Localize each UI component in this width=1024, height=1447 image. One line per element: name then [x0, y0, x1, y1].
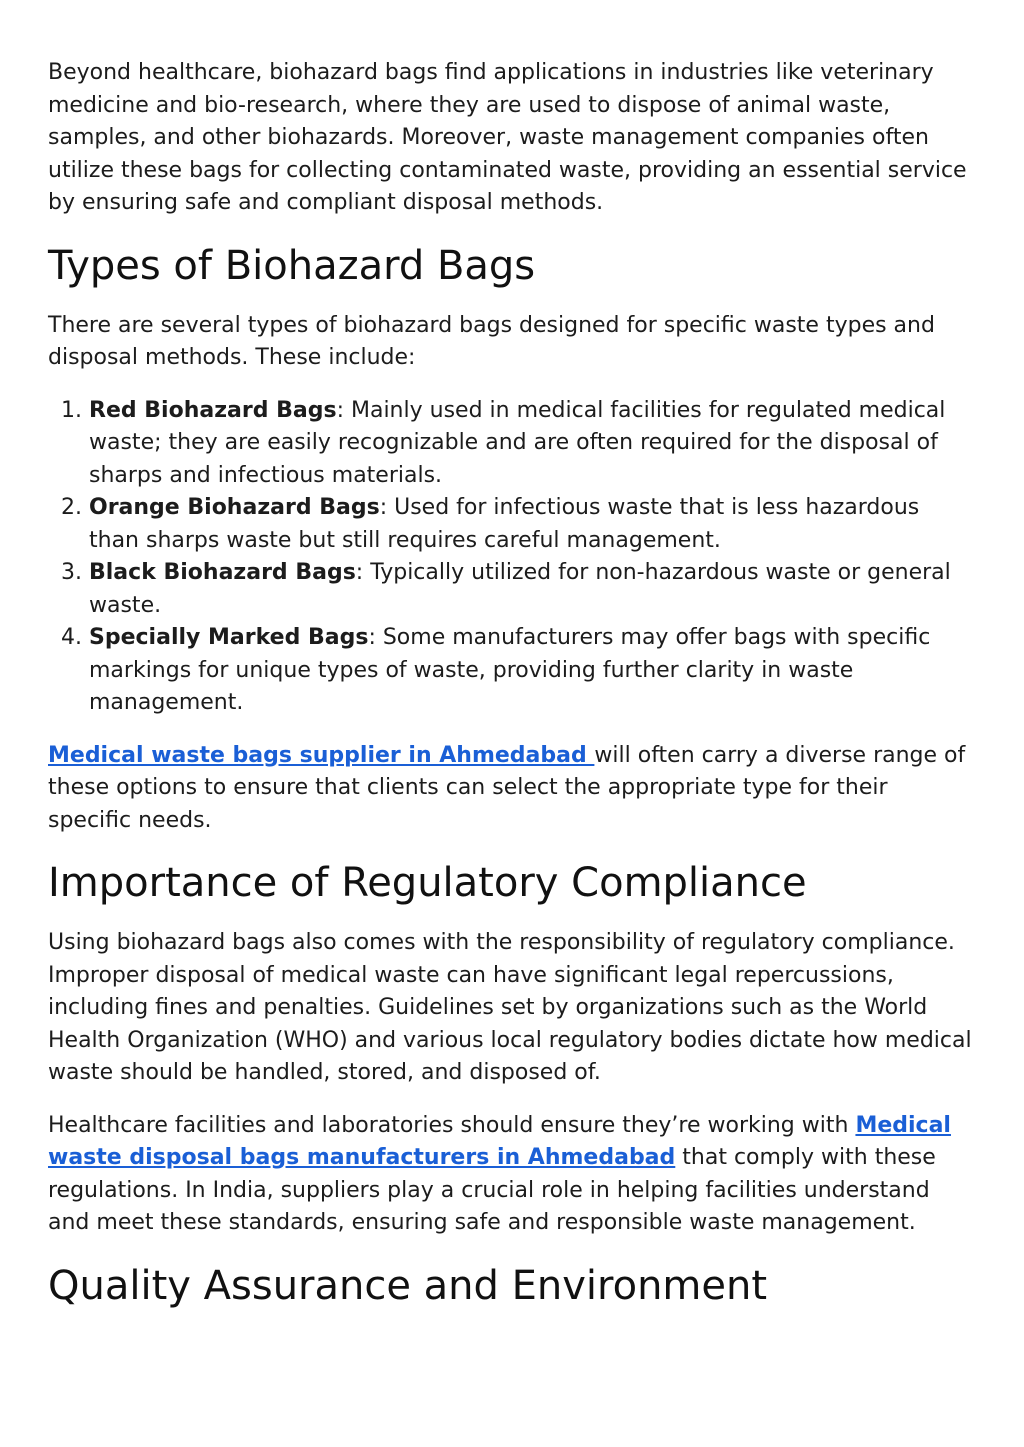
supplier-link[interactable]: Medical waste bags supplier in Ahmedabad — [48, 742, 595, 768]
list-item-text: : Typically utilized for non-hazardous waste or general waste. — [89, 560, 951, 618]
list-item-label: Red Biohazard Bags — [89, 397, 337, 423]
list-item-label: Orange Biohazard Bags — [89, 495, 380, 520]
list-item-red-bags — [89, 395, 976, 493]
quality-heading: Quality Assurance and Environment — [48, 1262, 768, 1309]
list-item-text: : Used for infectious waste that is less hazardous than sharps waste but still requires careful management. — [89, 495, 920, 553]
compliance-text-before: Healthcare facilities and laboratories should ensure they’re working with — [48, 1112, 856, 1138]
manufacturers-link[interactable]: Medical waste disposal bags manufacturers in Ahmedabad — [48, 1112, 951, 1170]
compliance-paragraph-1: Using biohazard bags also comes with the responsibility of regulatory compliance. Improper disposal of medical waste can have significant legal repercussions, including fines and penalties. Guidelines set by organizations such as the World Health Organization (WHO) and various local regulatory bodies dictate how medical waste should be handled, stored, and disposed of. — [48, 930, 972, 1085]
list-item-label: Specially Marked Bags — [89, 625, 369, 650]
list-item-text: : Some manufacturers may offer bags with specific markings for unique types of waste, providing further clarity in waste management. — [89, 625, 931, 715]
bag-types-list — [48, 395, 976, 720]
compliance-paragraph-2 — [48, 1110, 976, 1240]
list-item-orange-bags — [89, 492, 976, 557]
supplier-paragraph — [48, 740, 976, 838]
compliance-heading: Importance of Regulatory Compliance — [48, 860, 807, 906]
types-heading: Types of Biohazard Bags — [48, 242, 536, 289]
intro-paragraph: Beyond healthcare, biohazard bags find applications in industries like veterinary medicine and bio-research, where they are used to dispose of animal waste, samples, and other biohazards. Moreover, waste management companies often utilize these bags for collecting contaminated waste, providing an essential service by ensuring safe and compliant disposal methods. — [48, 60, 967, 215]
list-item-specially-marked-bags — [89, 622, 976, 720]
list-item-black-bags — [89, 557, 976, 622]
supplier-text: will often carry a diverse range of these options to ensure that clients can select the appropriate type for their specific needs. — [48, 742, 966, 833]
compliance-text-after: that comply with these regulations. In India, suppliers play a crucial role in helping facilities understand and meet these standards, ensuring safe and responsible waste management. — [48, 1145, 936, 1235]
list-item-text: : Mainly used in medical facilities for regulated medical waste; they are easily recognizable and are often required for the disposal of sharps and infectious materials. — [89, 397, 946, 488]
list-item-label: Black Biohazard Bags — [89, 560, 356, 585]
types-intro-paragraph: There are several types of biohazard bags designed for specific waste types and disposal methods. These include: — [48, 312, 935, 370]
